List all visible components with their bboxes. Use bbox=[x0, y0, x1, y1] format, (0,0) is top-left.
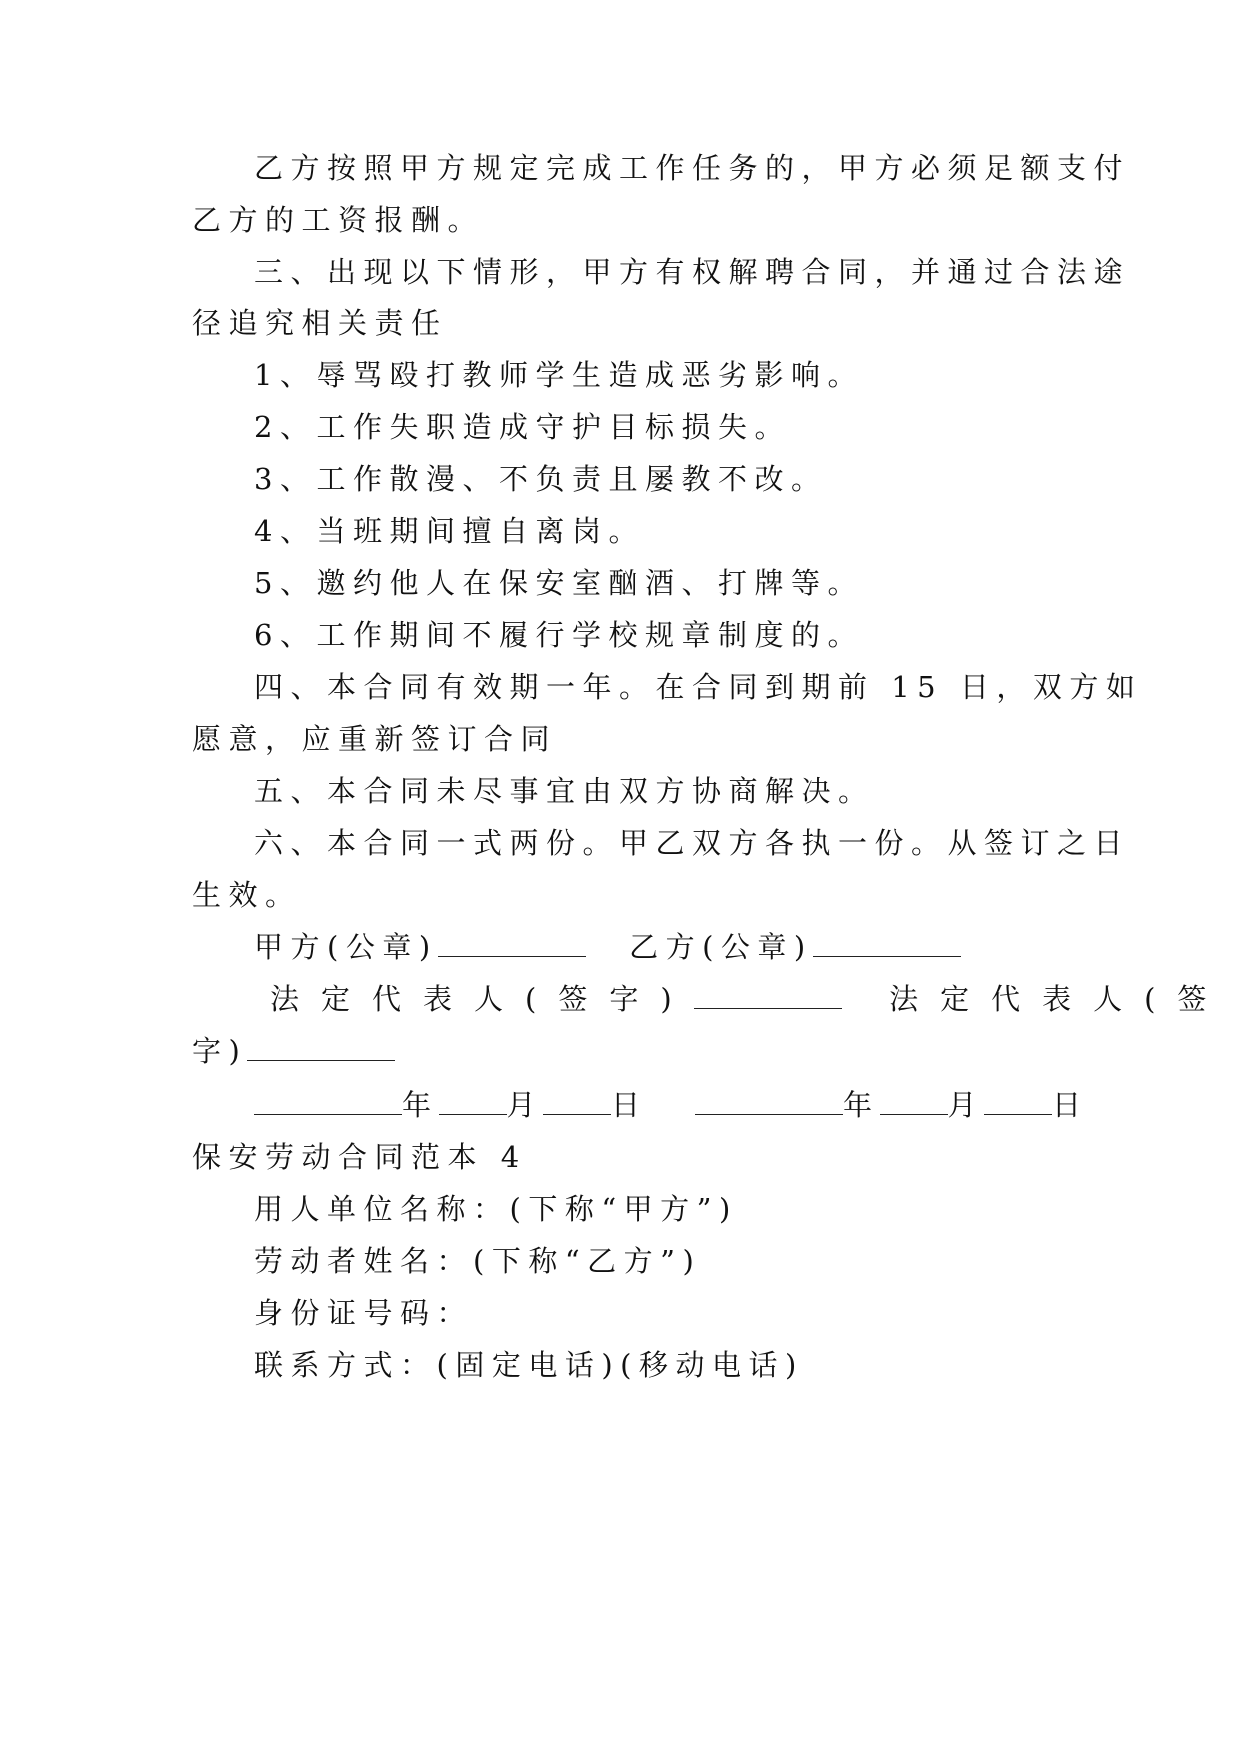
date-a-day-blank bbox=[543, 1086, 611, 1115]
list-item-4: 4、当班期间擅自离岗。 bbox=[254, 514, 645, 548]
list-item-1: 1、辱骂殴打教师学生造成恶劣影响。 bbox=[254, 358, 864, 392]
section-6-line1: 六、本合同一式两份。甲乙双方各执一份。从签订之日 bbox=[254, 826, 1131, 860]
rep-a-blank bbox=[694, 980, 842, 1009]
list-item-2: 2、工作失职造成守护目标损失。 bbox=[254, 410, 791, 444]
rep-b-label-cont: 字) bbox=[192, 1034, 248, 1068]
date-b-month-blank bbox=[880, 1086, 948, 1115]
section-5: 五、本合同未尽事宜由双方协商解决。 bbox=[254, 774, 875, 808]
rep-b-label: 法定代表人(签 bbox=[889, 982, 1229, 1016]
date-b-year: 年 bbox=[842, 1088, 880, 1122]
party-b-seal-blank bbox=[813, 928, 961, 957]
date-b-day: 日 bbox=[1052, 1088, 1089, 1122]
date-a-year-blank bbox=[254, 1086, 402, 1115]
date-a-month-blank bbox=[439, 1086, 507, 1115]
party-a-seal-label: 甲方(公章) bbox=[254, 930, 438, 964]
sample-4-title: 保安劳动合同范本 4 bbox=[192, 1140, 527, 1174]
list-item-6: 6、工作期间不履行学校规章制度的。 bbox=[254, 618, 864, 652]
date-b-month: 月 bbox=[947, 1088, 985, 1122]
section-6-line2: 生效。 bbox=[192, 878, 302, 912]
section-4-line1: 四、本合同有效期一年。在合同到期前 15 日，双方如 bbox=[254, 670, 1143, 704]
list-item-5: 5、邀约他人在保安室酗酒、打牌等。 bbox=[254, 566, 864, 600]
party-b-seal-label: 乙方(公章) bbox=[629, 930, 813, 964]
para-salary-line2: 乙方的工资报酬。 bbox=[192, 203, 485, 237]
section-3-heading-line2: 径追究相关责任 bbox=[192, 306, 448, 340]
rep-a-label: 法定代表人(签字) bbox=[270, 982, 694, 1016]
date-a-day: 日 bbox=[611, 1088, 648, 1122]
list-item-3: 3、工作散漫、不负责且屡教不改。 bbox=[254, 462, 828, 496]
id-number-field: 身份证号码： bbox=[254, 1296, 474, 1330]
employer-name-field: 用人单位名称：(下称“甲方”) bbox=[254, 1192, 738, 1226]
rep-b-blank bbox=[247, 1032, 395, 1061]
representative-line2 bbox=[192, 1031, 1048, 1071]
section-3-heading-line1: 三、出现以下情形，甲方有权解聘合同，并通过合法途 bbox=[254, 255, 1131, 289]
section-4-line2: 愿意，应重新签订合同 bbox=[192, 722, 558, 756]
date-b-day-blank bbox=[984, 1086, 1052, 1115]
representative-line1 bbox=[270, 979, 1229, 1019]
date-a-month: 月 bbox=[506, 1088, 544, 1122]
para-salary-line1: 乙方按照甲方规定完成工作任务的，甲方必须足额支付 bbox=[254, 151, 1131, 185]
party-a-seal-blank bbox=[438, 928, 586, 957]
worker-name-field: 劳动者姓名：(下称“乙方”) bbox=[254, 1244, 702, 1278]
date-a-year: 年 bbox=[402, 1088, 439, 1122]
date-line bbox=[254, 1085, 1089, 1125]
date-b-year-blank bbox=[695, 1086, 843, 1115]
seal-line bbox=[254, 927, 1048, 967]
contact-field: 联系方式：(固定电话)(移动电话) bbox=[254, 1348, 804, 1382]
